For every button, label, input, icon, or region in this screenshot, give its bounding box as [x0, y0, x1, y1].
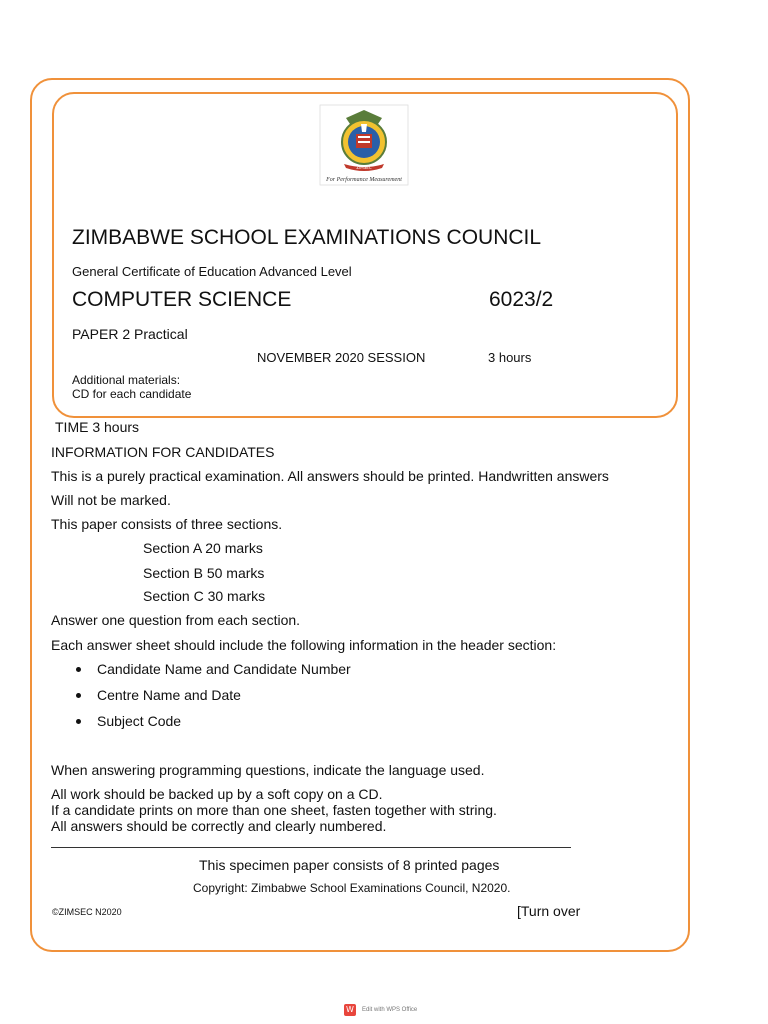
practical-line: This is a purely practical examination. All answers should be printed. Handwritten answers	[51, 468, 609, 484]
will-pre: Will	[51, 492, 78, 508]
materials-item: CD for each candidate	[72, 387, 192, 401]
programming-line: When answering programming questions, indicate the language used.	[51, 762, 485, 778]
paper-label	[72, 326, 188, 342]
bullet-centre	[97, 687, 241, 703]
time-label: TIME	[55, 419, 89, 435]
section-c: Section C 30 marks	[143, 588, 266, 604]
bullet-text: Candidate Name and Candidate Number	[97, 661, 351, 677]
answer-pre: Answer	[51, 612, 102, 628]
zimsec-emblem-icon	[316, 104, 412, 186]
zimsec-logo	[316, 104, 412, 186]
logo-wordmark: ZIMSEC	[356, 165, 372, 170]
logo-tagline: For Performance Measurement	[326, 177, 402, 183]
bullet-subject	[97, 713, 181, 729]
specimen-note: This specimen paper consists of 8 printed pages	[199, 857, 500, 873]
paper-type: Practical	[130, 326, 188, 342]
paper-number: PAPER 2	[72, 326, 131, 342]
bullet-text: Subject Code	[97, 713, 182, 729]
time-value: 3 hours	[88, 419, 140, 435]
wps-logo-icon: W	[344, 1004, 356, 1016]
exam-duration: 3 hours	[488, 350, 532, 365]
exam-session: NOVEMBER 2020 SESSION	[257, 350, 426, 365]
answer-bold: one	[101, 612, 125, 628]
will-not-line	[51, 492, 171, 508]
consists-bold: three	[191, 516, 223, 532]
zimsec-code: ©ZIMSEC N2020	[52, 907, 122, 917]
will-post: be marked.	[96, 492, 171, 508]
subject-title: COMPUTER SCIENCE	[72, 288, 292, 311]
sections-count-line	[51, 516, 282, 532]
council-title: ZIMBABWE SCHOOL EXAMINATIONS COUNCIL	[72, 226, 542, 249]
exam-level: General Certificate of Education Advanced Level	[72, 264, 352, 279]
turn-over: [Turn over	[517, 903, 581, 919]
answer-line	[51, 612, 300, 628]
wps-watermark	[344, 1004, 417, 1016]
wps-watermark-text: Edit with WPS Office	[362, 1007, 418, 1013]
bullet-icon	[76, 693, 81, 698]
bullet-icon	[76, 719, 81, 724]
backup-line: All work should be backed up by a soft copy on a CD.	[51, 786, 383, 802]
will-bold: not	[77, 492, 97, 508]
divider-rule	[51, 847, 571, 848]
section-b: Section B 50 marks	[143, 565, 265, 581]
subject-code: 6023/2	[489, 288, 554, 311]
bullet-text: Centre Name and Date	[97, 687, 241, 703]
header-info-line: Each answer sheet should include the following information in the header section:	[51, 637, 557, 653]
fasten-line: If a candidate prints on more than one sheet, fasten together with string.	[51, 802, 497, 818]
copyright-note: Copyright: Zimbabwe School Examinations Council, N2020.	[193, 881, 511, 895]
consists-post: sections.	[222, 516, 283, 532]
time-line	[55, 419, 139, 435]
bullet-icon	[76, 667, 81, 672]
answer-post: question from each section.	[124, 612, 301, 628]
consists-pre: This paper consists of	[51, 516, 192, 532]
info-heading: INFORMATION FOR CANDIDATES	[51, 444, 275, 460]
bullet-candidate	[97, 661, 351, 677]
numbered-line: All answers should be correctly and clearly numbered.	[51, 818, 387, 834]
section-a: Section A 20 marks	[143, 540, 263, 556]
materials-label: Additional materials:	[72, 373, 181, 387]
